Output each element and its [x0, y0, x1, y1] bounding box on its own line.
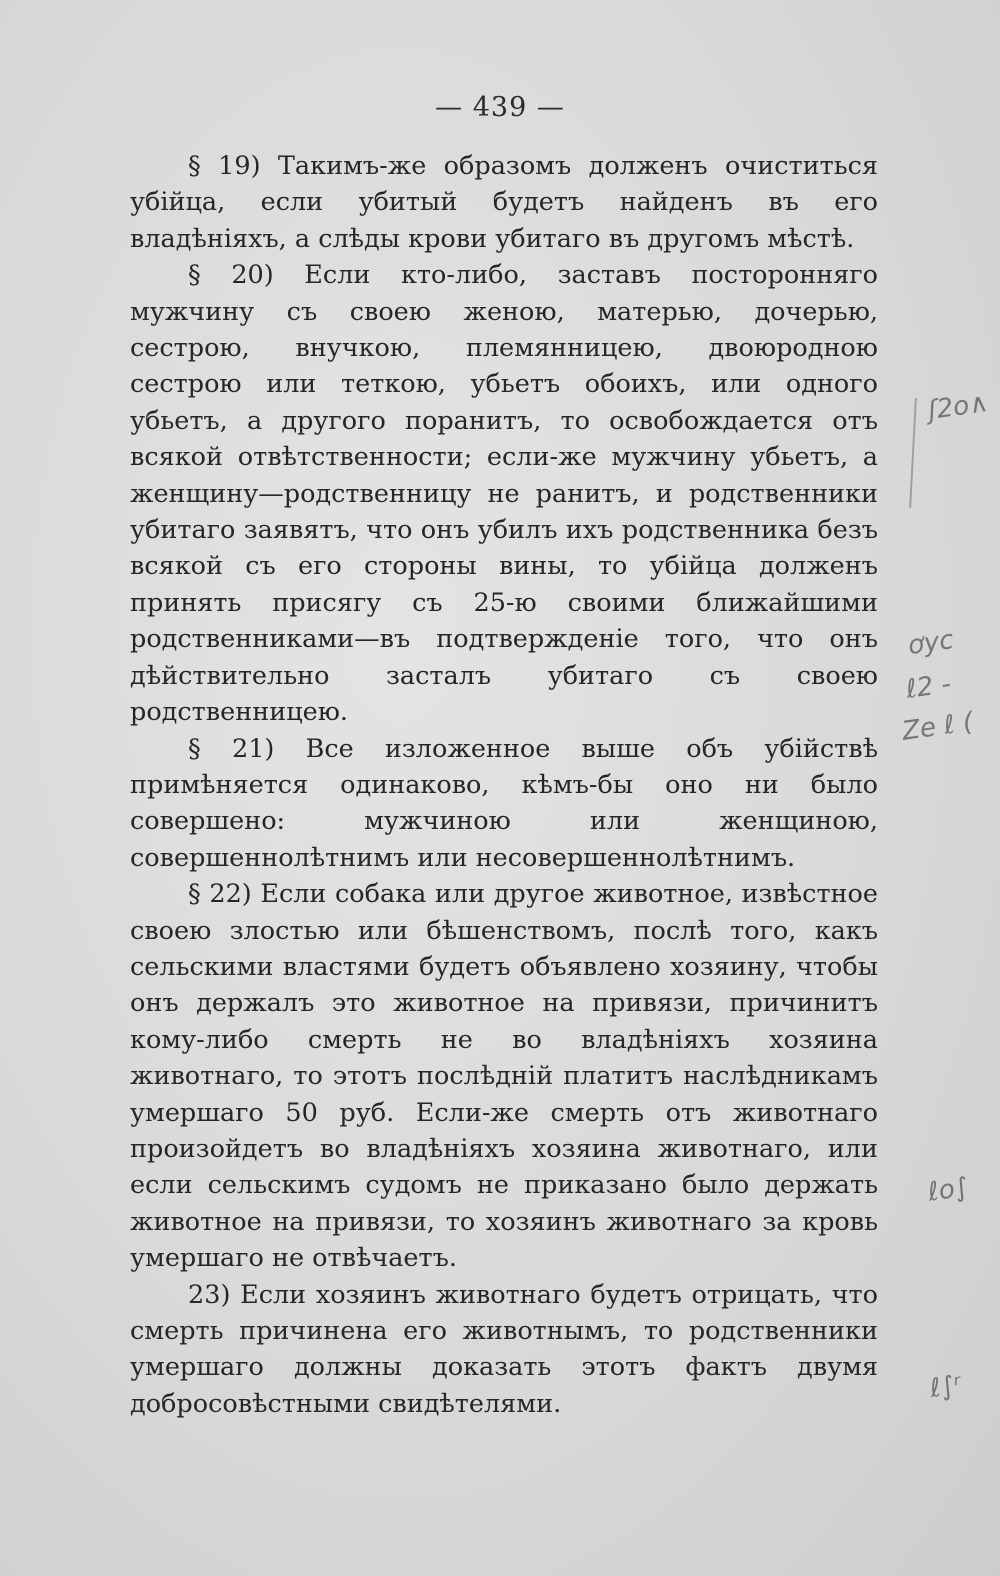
handwritten-margin-note: ℓo∫ — [926, 1172, 971, 1208]
handwritten-margin-note: ơyc — [906, 624, 956, 662]
paragraph-23: 23) Если хозяинъ животнаго будетъ отрицать, что смерть причинена его животнымъ, то родственники умершаго должны доказать этотъ фактъ двумя добросовѣстными свидѣтелями. — [130, 1279, 878, 1419]
page-number: — 439 — — [435, 92, 565, 123]
handwritten-margin-note: Ze ℓ ( — [900, 707, 975, 747]
paragraph-21: § 21) Все изложенное выше объ убійствѣ примѣняется одинаково, кѣмъ-бы оно ни было совершено: мужчиною или женщиною, совершеннолѣтнимъ или несовершеннолѣтнимъ. — [130, 733, 878, 873]
handwritten-margin-note: ʃ2o∧ — [926, 387, 991, 427]
paragraph-20: § 20) Если кто-либо, заставъ посторонняго мужчину съ своею женою, матерью, дочерью, сестрою, внучкою, племянницею, двоюродною сестрою или теткою, убьетъ обоихъ, или одного убьетъ, а другого поранитъ, то освобождается отъ всякой отвѣтственности; если-же мужчину убьетъ, а женщину—родственницу не ранитъ, и родственники убитаго заявятъ, что онъ убилъ ихъ родственника безъ всякой съ его стороны вины, то убійца долженъ принять присягу съ 25-ю своими ближайшими родственниками—въ подтвержденіе того, что онъ дѣйствительно засталъ убитаго съ своею родственницею. — [130, 260, 878, 728]
handwritten-margin-note: ℓ2 - — [904, 669, 953, 705]
handwritten-margin-note: ℓ∫ʳ — [928, 1369, 963, 1405]
paragraph-22: § 22) Если собака или другое животное, извѣстное своею злостью или бѣшенствомъ, послѣ того, какъ сельскими властями будетъ объявлено хозяину, чтобы онъ держалъ это животное на привязи, причинитъ кому-либо смерть не во владѣніяхъ хозяина животнаго, то этотъ послѣдній платитъ наслѣдникамъ умершаго 50 руб. Если-же смерть отъ животнаго произойдетъ во владѣніяхъ хозяина животнаго, или если сельскимъ судомъ не приказано было держать животное на привязи, то хозяинъ животнаго за кровь умершаго не отвѣчаетъ. — [130, 879, 878, 1274]
paragraph-19: § 19) Такимъ-же образомъ долженъ очиститься убійца, если убитый будетъ найденъ въ его владѣніяхъ, а слѣды крови убитаго въ другомъ мѣстѣ. — [130, 151, 878, 254]
body-text — [130, 148, 878, 1422]
pencil-margin-line — [909, 398, 917, 508]
